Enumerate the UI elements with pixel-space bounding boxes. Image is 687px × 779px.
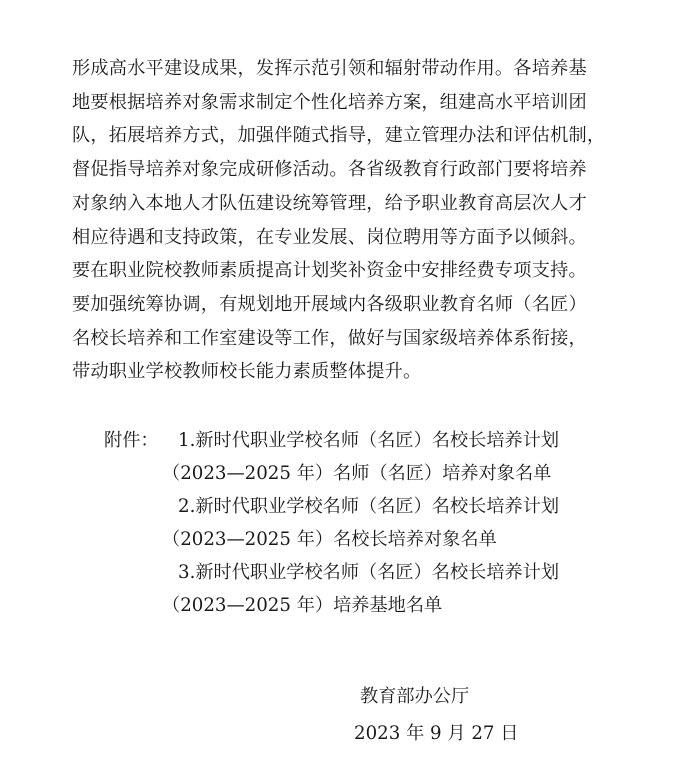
body-line: 督促指导培养对象完成研修活动。各省级教育行政部门要将培养 [72,159,587,181]
body-line: 相应待遇和支持政策，在专业发展、岗位聘用等方面予以倾斜。 [72,226,587,248]
body-line: 地要根据培养对象需求制定个性化培养方案，组建高水平培训团 [72,91,587,113]
attachment-item-3 [104,556,604,589]
body-line: 形成高水平建设成果，发挥示范引领和辐射带动作用。各培养基 [72,58,587,79]
attachment-item-1-continued [104,457,604,490]
body-paragraph [72,52,612,389]
attachments-list [104,424,604,622]
body-line: 对象纳入本地人才队伍建设统筹管理，给予职业教育高层次人才 [72,192,587,214]
attachment-title-line2: （2023—2025 年）培养基地名单 [162,595,443,616]
attachment-title-line1: 1.新时代职业学校名师（名匠）名校长培养计划 [178,430,560,451]
body-line: 队，拓展培养方式，加强伴随式指导，建立管理办法和评估机制， [72,125,606,147]
signature-block [342,678,562,752]
body-line: 带动职业学校教师校长能力素质整体提升。 [72,361,422,383]
attachment-item-1 [104,424,604,457]
attachment-item-3-continued [104,589,604,622]
attachment-title-line2: （2023—2025 年）名校长培养对象名单 [162,529,497,550]
body-line: 要在职业院校教师素质提高计划奖补资金中安排经费专项支持。 [72,260,587,282]
attachment-title-line1: 2.新时代职业学校名师（名匠）名校长培养计划 [178,496,560,517]
attachment-item-2-continued [104,523,604,556]
body-line: 要加强统筹协调，有规划地开展域内各级职业教育名师（名匠） [72,293,587,315]
attachment-title-line2: （2023—2025 年）名师（名匠）培养对象名单 [162,463,552,484]
attachments-label: 附件： [104,430,159,451]
attachment-item-2 [104,490,604,523]
issuing-organization: 教育部办公厅 [360,686,470,707]
issue-date: 2023 年 9 月 27 日 [354,723,519,744]
attachment-title-line1: 3.新时代职业学校名师（名匠）名校长培养计划 [178,562,560,583]
body-line: 名校长培养和工作室建设等工作，做好与国家级培养体系衔接， [72,327,587,349]
